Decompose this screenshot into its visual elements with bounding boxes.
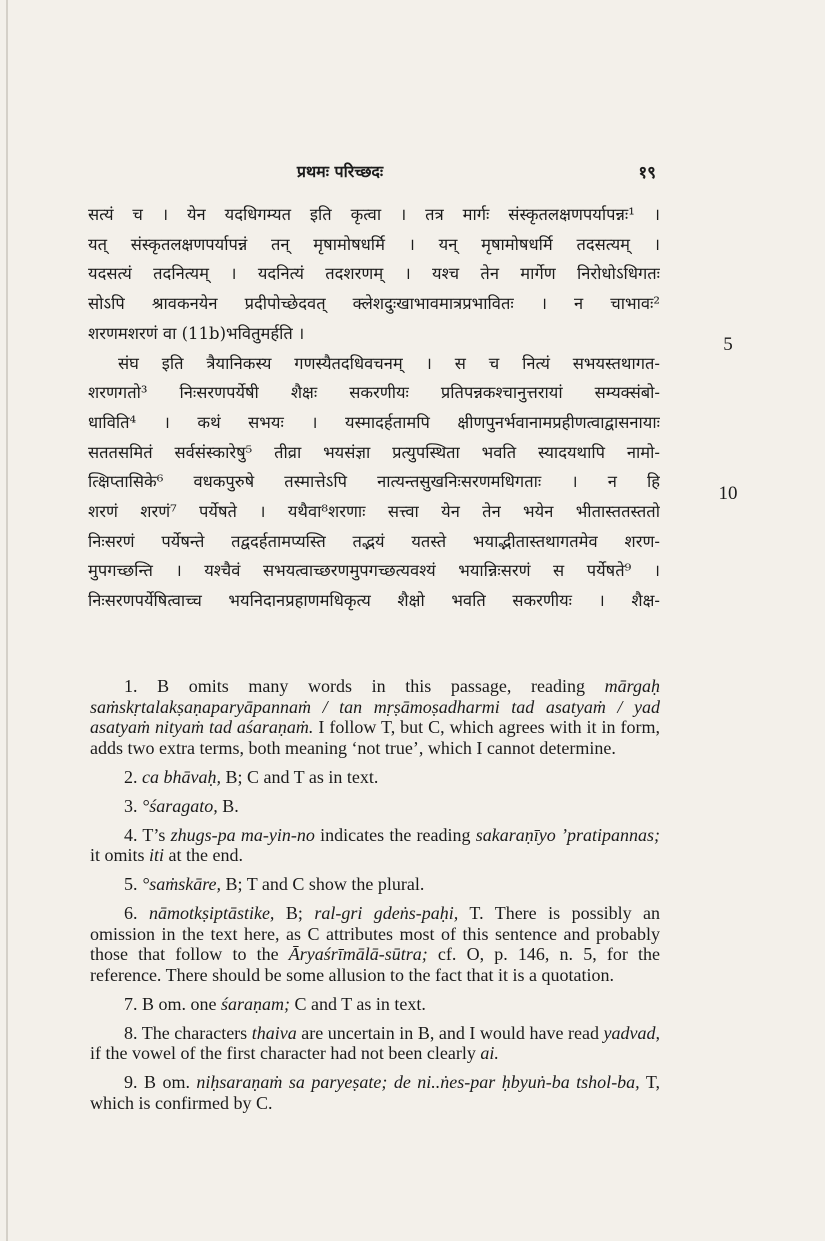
footnote-text: The characters [137, 1022, 252, 1043]
footnote-text [138, 903, 149, 923]
footnote-italic-text: ca bhāvaḥ, [142, 766, 221, 787]
text-line: यत् संस्कृतलक्षणपर्यापन्नं तन् मृषामोषधर्मि । यन् मृषामोषधर्मि तदसत्यम् । [88, 234, 660, 254]
footnote-text: cf. O, p. 146, n. 5, for the reference. There should be some allusion to the fact that it is a quotation. [90, 944, 660, 985]
text-line: शरणगतो³ निःसरणपर्येषी शैक्षः सकरणीयः प्रतिपन्नकश्चानुत्तरायां सम्यक्संबो- [88, 383, 660, 403]
footnote-text: B om. [137, 1072, 197, 1092]
text-line: शरणं शरणं⁷ पर्येषते । यथैवा⁸शरणाः सत्त्वा येन तेन भयेन भीतास्ततस्ततो [88, 502, 660, 522]
text-line: यदसत्यं तदनित्यम् । यदनित्यं तदशरणम् । यश्च तेन मार्गेण निरोधोऽधिगतः [88, 264, 660, 284]
text-line: सत्यं च । येन यदधिगम्यत इति कृत्वा । तत्र मार्गः संस्कृतलक्षणपर्यापन्नः¹ । [88, 205, 660, 224]
sanskrit-text-block [88, 200, 660, 616]
footnote-1 [90, 676, 660, 758]
footnote-italic-text: ai. [480, 1043, 499, 1063]
page-gutter-edge [6, 0, 8, 1241]
footnote-text: T’s [137, 824, 171, 845]
footnote-3 [90, 796, 660, 817]
footnote-italic-text: °śaragato, [142, 795, 218, 816]
footnote-number: 2. [124, 766, 138, 787]
footnotes [90, 676, 660, 1122]
footnote-italic-text: yadvad, [603, 1022, 660, 1043]
footnote-italic-text: de ni..ṅes-par ḥbyuṅ-ba tshol-ba, [393, 1072, 640, 1092]
footnote-7 [90, 994, 660, 1015]
text-line: धाविति⁴ । कथं सभयः । यस्मादर्हतामपि क्षीणपुनर्भवानामप्रहीणत्वाद्वासनायाः [88, 412, 660, 432]
footnote-number: 3. [124, 795, 138, 816]
footnote-5 [90, 874, 660, 895]
footnote-number: 6. [124, 903, 138, 923]
footnote-text: T, which is confirmed by C. [90, 1072, 660, 1113]
footnote-italic-text: thaiva [251, 1022, 297, 1043]
text-line: निःसरणं पर्येषन्ते तद्वदर्हतामप्यस्ति तद्भयं यतस्ते भयाद्भीतास्तथागतमेव शरण- [88, 531, 660, 551]
footnote-italic-text: Āryaśrīmālā-sūtra; [288, 944, 428, 964]
footnote-number: 4. [124, 824, 138, 845]
text-line: सोऽपि श्रावकनयेन प्रदीपोच्छेदवत् क्लेशदुःखाभावमात्रप्रभावितः । न चाभावः² [88, 294, 660, 314]
line-number-5: 5 [723, 334, 733, 355]
footnote-italic-text: °saṁskāre, [142, 874, 222, 894]
footnote-text: if the vowel of the first character had not been clearly [90, 1043, 481, 1063]
footnote-italic-text: niḥsaraṇaṁ sa paryeṣate; [196, 1072, 388, 1092]
footnote-2 [90, 767, 660, 788]
footnote-number: 8. [124, 1022, 138, 1043]
footnote-text: B. [217, 795, 239, 816]
footnote-text: are uncertain in B, and I would have read [296, 1022, 604, 1043]
footnote-text: T. There is possibly an omission in the text here, as C attributes most of this sentence and probably those that follow to the [90, 903, 661, 964]
footnote-italic-text: śaraṇam; [221, 993, 291, 1014]
footnote-italic-text: ral-gri gdeṅs-paḥi, [314, 903, 459, 923]
footnote-9 [90, 1072, 660, 1113]
footnote-4 [90, 825, 660, 866]
footnote-text: B; T and C show the plural. [221, 874, 425, 894]
footnote-text: it omits [90, 845, 150, 865]
footnote-text: indicates the reading [314, 824, 476, 845]
footnote-number: 1. [124, 676, 138, 696]
footnote-text: B; C and T as in text. [220, 766, 379, 787]
page-number: १९ [638, 163, 656, 183]
footnote-italic-text: sakaraṇīyo ’pratipannas; [475, 824, 660, 845]
text-line: निःसरणपर्येषित्वाच्च भयनिदानप्रहाणमधिकृत्य शैक्षो भवति सकरणीयः । शैक्ष- [88, 591, 660, 611]
footnote-6 [90, 903, 660, 985]
footnote-text: B omits many words in this passage, reading [137, 676, 605, 696]
footnote-text: B om. one [137, 993, 221, 1014]
text-line: संघ इति त्रैयानिकस्य गणस्यैतदधिवचनम् । स च नित्यं सभयस्तथागत- [118, 353, 660, 373]
text-line: त्क्षिप्तासिके⁶ वधकपुरुषे तस्मात्तेऽपि नात्यन्तसुखनिःसरणमधिगताः । न हि [88, 472, 660, 492]
footnote-text: C and T as in text. [290, 993, 426, 1014]
text-line: सततसमितं सर्वसंस्कारेषु⁵ तीव्रा भयसंज्ञा प्रत्युपस्थिता भवति स्यादयथापि नामो- [88, 442, 660, 462]
footnote-italic-text: nāmotkṣiptāstike, [148, 903, 275, 923]
footnote-number: 5. [124, 874, 138, 894]
footnote-italic-text: mārgaḥ saṁskṛtalakṣaṇaparyāpannaṁ / tan mṛṣāmoṣadharmi tad asatyaṁ / yad asatyaṁ nityaṁ tad aśaraṇaṁ. [90, 676, 660, 737]
footnote-italic-text: iti [149, 845, 165, 865]
footnote-number: 9. [124, 1072, 138, 1092]
text-line: शरणमशरणं वा (11b)भवितुमर्हति । [88, 323, 305, 343]
text-line: मुपगच्छन्ति । यश्चैवं सभयत्वाच्छरणमुपगच्छत्यवश्यं भयान्निःसरणं स पर्येषते⁹ । [88, 561, 660, 581]
line-number-10: 10 [718, 483, 738, 504]
footnote-text: at the end. [164, 845, 244, 865]
footnote-number: 7. [124, 993, 138, 1014]
footnote-text: I follow T, but C, which agrees with it in form, adds two extra terms, both meaning ‘not true’, which I cannot determine. [90, 717, 660, 758]
footnote-8 [90, 1023, 660, 1064]
footnote-italic-text: zhugs-pa ma-yin-no [170, 824, 315, 845]
footnote-text: B; [274, 903, 315, 923]
running-title: प्रथमः परिच्छदः [296, 162, 384, 181]
